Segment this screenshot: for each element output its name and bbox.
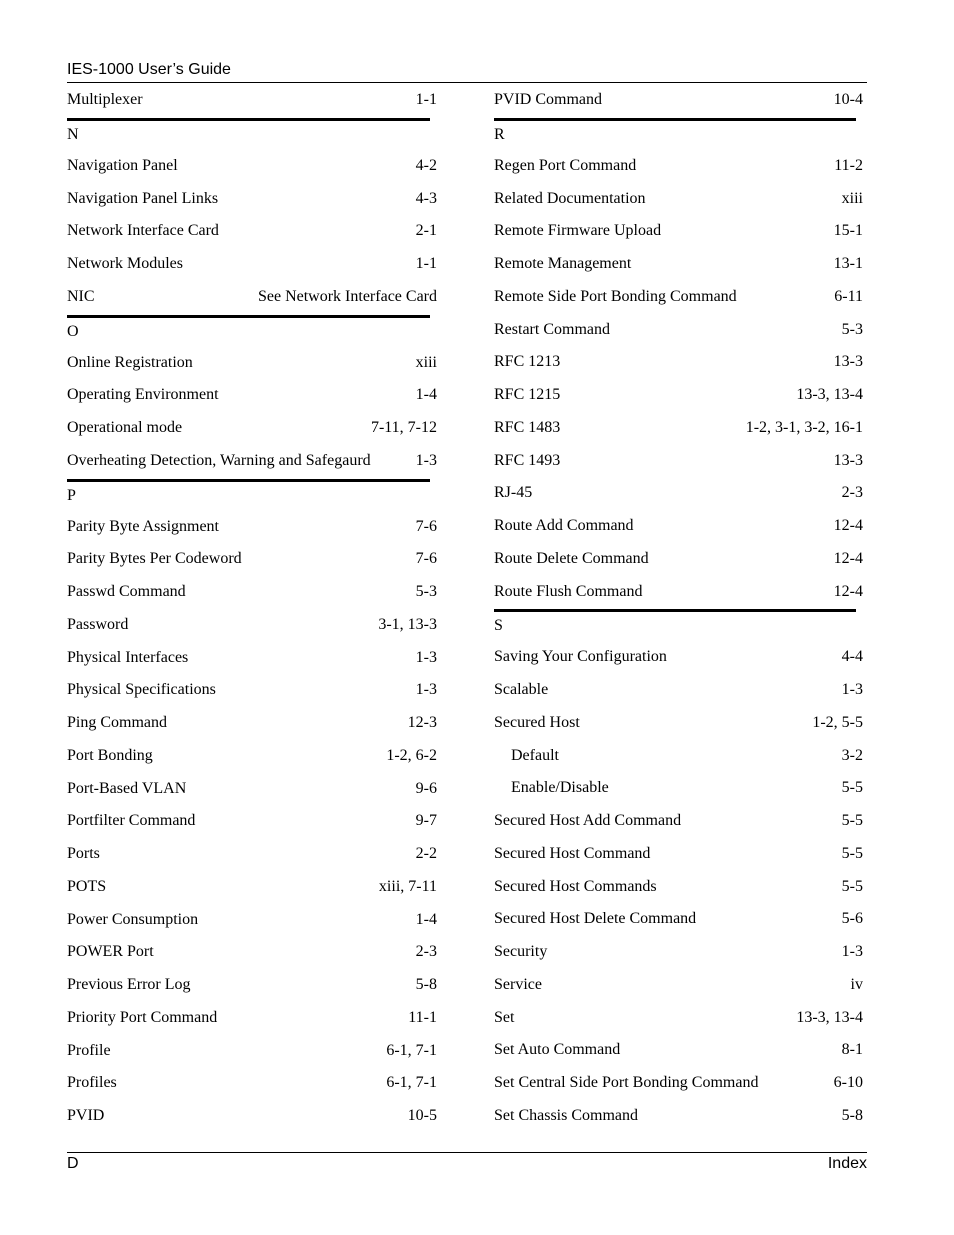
footer-section-label: Index (827, 1155, 867, 1172)
index-term: PVID Command (494, 91, 602, 108)
index-term: Profile (67, 1041, 111, 1059)
index-term: Secured Host (494, 713, 580, 731)
index-column-right (494, 85, 863, 1134)
index-page-ref: 1-4 (415, 910, 437, 928)
index-page-ref: 6-10 (833, 1074, 863, 1091)
index-page-ref: 13-3, 13-4 (796, 386, 863, 403)
index-term: Portfilter Command (67, 812, 196, 830)
index-term: RFC 1213 (494, 353, 561, 371)
index-term: Remote Firmware Upload (494, 222, 662, 240)
index-term: NIC (67, 287, 95, 305)
index-page-ref: 7-6 (415, 517, 437, 535)
letter-label: R (494, 125, 505, 143)
index-page-ref: 5-5 (841, 812, 863, 829)
index-entry (494, 577, 863, 610)
index-page-ref: 5-5 (841, 779, 863, 797)
index-page-ref: 2-1 (415, 222, 437, 240)
index-term: Network Modules (67, 255, 183, 272)
index-term: Route Flush Command (494, 582, 643, 600)
index-entry (67, 184, 437, 217)
index-entry (67, 1036, 437, 1069)
index-term: Previous Error Log (67, 976, 191, 993)
letter-label: P (67, 486, 76, 504)
index-page-ref: 2-3 (415, 943, 437, 961)
index-page-ref: 13-1 (833, 255, 863, 272)
index-letter-heading (67, 118, 437, 151)
page-header-title: IES-1000 User’s Guide (67, 61, 231, 78)
index-page-ref: 2-2 (415, 845, 437, 862)
index-subentry (494, 741, 863, 774)
index-entry (494, 249, 863, 282)
letter-label: N (67, 125, 79, 143)
index-term: Profiles (67, 1074, 117, 1092)
index-entry (67, 151, 437, 184)
index-term: Saving Your Configuration (494, 648, 667, 666)
index-term: Secured Host Delete Command (494, 910, 697, 928)
index-entry (67, 675, 437, 708)
index-letter-heading (67, 315, 437, 348)
index-entry (67, 708, 437, 741)
index-entry (494, 642, 863, 675)
index-term: Multiplexer (67, 91, 143, 108)
index-page-ref: 4-2 (415, 156, 437, 174)
index-term: Scalable (494, 681, 549, 698)
index-page-ref: 13-3 (833, 451, 863, 469)
index-page-ref: 1-2, 6-2 (386, 746, 437, 764)
index-term: Service (494, 975, 542, 993)
index-entry (67, 249, 437, 282)
index-page-ref: See Network Interface Card (257, 287, 437, 305)
letter-divider (494, 118, 856, 121)
index-term: Secured Host Add Command (494, 812, 682, 829)
index-term: Remote Management (494, 255, 632, 272)
index-term: Overheating Detection, Warning and Safegaurd (67, 451, 371, 469)
index-term: RFC 1215 (494, 386, 561, 403)
index-term: RFC 1483 (494, 418, 561, 436)
index-entry (67, 905, 437, 938)
index-page-ref: 1-3 (841, 681, 863, 698)
index-page-ref: 8-1 (841, 1041, 863, 1059)
index-term: Network Interface Card (67, 222, 219, 240)
index-term: RFC 1493 (494, 451, 561, 469)
index-entry (67, 446, 437, 479)
index-page-ref: 10-5 (407, 1107, 437, 1124)
index-term: Security (494, 943, 548, 960)
index-entry (494, 1068, 863, 1101)
index-page-ref: 12-4 (833, 517, 863, 534)
index-page-ref: 5-5 (841, 877, 863, 895)
index-term: Route Add Command (494, 517, 634, 534)
index-page-ref: xiii, 7-11 (378, 877, 437, 895)
index-entry (494, 347, 863, 380)
index-page-ref: xiii (841, 189, 863, 207)
index-page-ref: xiii (415, 353, 437, 371)
letter-divider (67, 315, 430, 318)
index-page-ref: 11-2 (834, 156, 863, 174)
index-entry (494, 1101, 863, 1134)
index-page-ref: 13-3 (833, 353, 863, 371)
index-page-ref: iv (850, 975, 863, 993)
index-page-ref: 6-1, 7-1 (386, 1074, 437, 1092)
index-term: Port-Based VLAN (67, 779, 187, 797)
index-term: Ports (67, 845, 100, 862)
index-entry (494, 413, 863, 446)
footer-page-label: D (67, 1155, 79, 1172)
index-entry (494, 282, 863, 315)
index-entry (494, 1003, 863, 1036)
index-page-ref: 1-3 (841, 943, 863, 960)
index-term: Port Bonding (67, 746, 153, 764)
index-letter-heading (494, 609, 863, 642)
index-entry (494, 478, 863, 511)
index-entry (67, 216, 437, 249)
index-term: Set Chassis Command (494, 1106, 639, 1124)
index-page-ref: 1-2, 5-5 (812, 713, 863, 731)
index-page-ref: 3-1, 13-3 (378, 615, 437, 633)
index-term: RJ-45 (494, 484, 533, 502)
index-term: Navigation Panel Links (67, 189, 219, 207)
index-term: Priority Port Command (67, 1008, 218, 1026)
index-entry (67, 577, 437, 610)
index-term: Password (67, 615, 129, 633)
index-entry (494, 904, 863, 937)
index-page-ref: 12-4 (833, 582, 863, 600)
index-entry (494, 315, 863, 348)
index-term: Power Consumption (67, 910, 199, 928)
index-entry (67, 1003, 437, 1036)
index-page-ref: 1-3 (415, 681, 437, 699)
index-entry (494, 872, 863, 905)
letter-divider (67, 479, 430, 482)
letter-divider (494, 609, 856, 612)
index-term: Operational mode (67, 419, 183, 436)
index-entry (67, 380, 437, 413)
index-term: Passwd Command (67, 583, 186, 600)
index-entry (67, 85, 437, 118)
index-entry (494, 675, 863, 708)
index-page-ref: 5-3 (415, 583, 437, 600)
index-term: Physical Specifications (67, 681, 216, 699)
index-page-ref: 9-6 (415, 779, 437, 797)
header-rule (67, 82, 867, 83)
index-subentry (494, 773, 863, 806)
index-term: Set (494, 1008, 515, 1026)
index-entry (67, 610, 437, 643)
index-page-ref: 12-3 (407, 714, 437, 731)
index-entry (494, 380, 863, 413)
index-term: Online Registration (67, 353, 193, 371)
index-term: Navigation Panel (67, 156, 178, 174)
index-entry (494, 446, 863, 479)
index-entry (494, 937, 863, 970)
index-term: Related Documentation (494, 189, 646, 207)
index-entry (494, 970, 863, 1003)
index-term: Parity Byte Assignment (67, 517, 219, 535)
index-page-ref: 7-11, 7-12 (370, 419, 437, 436)
index-page-ref: 1-1 (415, 255, 437, 272)
index-entry (67, 544, 437, 577)
letter-label: O (67, 322, 79, 340)
index-entry (67, 774, 437, 807)
index-entry (67, 512, 437, 545)
index-entry (67, 348, 437, 381)
index-page-ref: 2-3 (841, 484, 863, 502)
index-page-ref: 5-8 (841, 1106, 863, 1124)
index-page-ref: 3-2 (841, 746, 863, 764)
index-term: Set Auto Command (494, 1041, 621, 1059)
footer-rule (67, 1152, 867, 1153)
index-page-ref: 6-1, 7-1 (386, 1041, 437, 1059)
index-entry (494, 216, 863, 249)
index-term: Remote Side Port Bonding Command (494, 287, 737, 305)
index-page-ref: 13-3, 13-4 (796, 1008, 863, 1026)
index-entry (494, 151, 863, 184)
index-entry (67, 839, 437, 872)
index-page-ref: 5-6 (841, 910, 863, 928)
index-page-ref: 1-4 (415, 386, 437, 404)
letter-label: S (494, 617, 503, 635)
index-entry (494, 708, 863, 741)
index-entry (67, 970, 437, 1003)
index-entry (494, 511, 863, 544)
index-page-ref: 5-8 (415, 976, 437, 993)
index-entry (67, 806, 437, 839)
index-entry (67, 1101, 437, 1134)
index-letter-heading (494, 118, 863, 151)
index-entry (67, 1068, 437, 1101)
index-entry (67, 413, 437, 446)
index-page-ref: 5-3 (841, 320, 863, 338)
letter-divider (67, 118, 430, 121)
index-letter-heading (67, 479, 437, 512)
index-page-ref: 6-11 (834, 287, 863, 305)
index-entry (494, 544, 863, 577)
index-term: Enable/Disable (511, 779, 609, 797)
index-page-ref: 10-4 (833, 91, 863, 108)
index-entry (67, 741, 437, 774)
index-page-ref: 4-4 (841, 648, 863, 666)
index-term: Set Central Side Port Bonding Command (494, 1074, 759, 1091)
index-page-ref: 9-7 (415, 812, 437, 830)
index-term: Default (511, 746, 559, 764)
index-page-ref: 5-5 (841, 844, 863, 862)
index-term: Operating Environment (67, 386, 219, 404)
index-page-ref: 11-1 (408, 1008, 437, 1026)
index-term: Secured Host Commands (494, 877, 657, 895)
index-page-ref: 7-6 (415, 550, 437, 568)
index-term: POWER Port (67, 943, 154, 961)
index-page-ref: 15-1 (833, 222, 863, 240)
index-entry (494, 839, 863, 872)
index-page-ref: 1-1 (415, 91, 437, 108)
index-term: PVID (67, 1107, 105, 1124)
index-term: Parity Bytes Per Codeword (67, 550, 242, 568)
index-term: Route Delete Command (494, 549, 649, 567)
index-term: POTS (67, 877, 107, 895)
index-page-ref: 12-4 (833, 549, 863, 567)
index-column-left (67, 85, 437, 1134)
index-term: Regen Port Command (494, 156, 637, 174)
index-page-ref: 1-3 (415, 451, 437, 469)
index-entry (67, 282, 437, 315)
index-page-ref: 1-3 (415, 648, 437, 666)
index-entry (494, 85, 863, 118)
index-entry (67, 872, 437, 905)
index-entry (67, 937, 437, 970)
index-page-ref: 1-2, 3-1, 3-2, 16-1 (745, 418, 863, 436)
index-entry (494, 1035, 863, 1068)
index-term: Restart Command (494, 320, 610, 338)
index-term: Physical Interfaces (67, 648, 189, 666)
index-entry (494, 184, 863, 217)
index-entry (494, 806, 863, 839)
index-term: Secured Host Command (494, 844, 651, 862)
index-entry (67, 643, 437, 676)
index-term: Ping Command (67, 714, 168, 731)
index-page-ref: 4-3 (415, 189, 437, 207)
